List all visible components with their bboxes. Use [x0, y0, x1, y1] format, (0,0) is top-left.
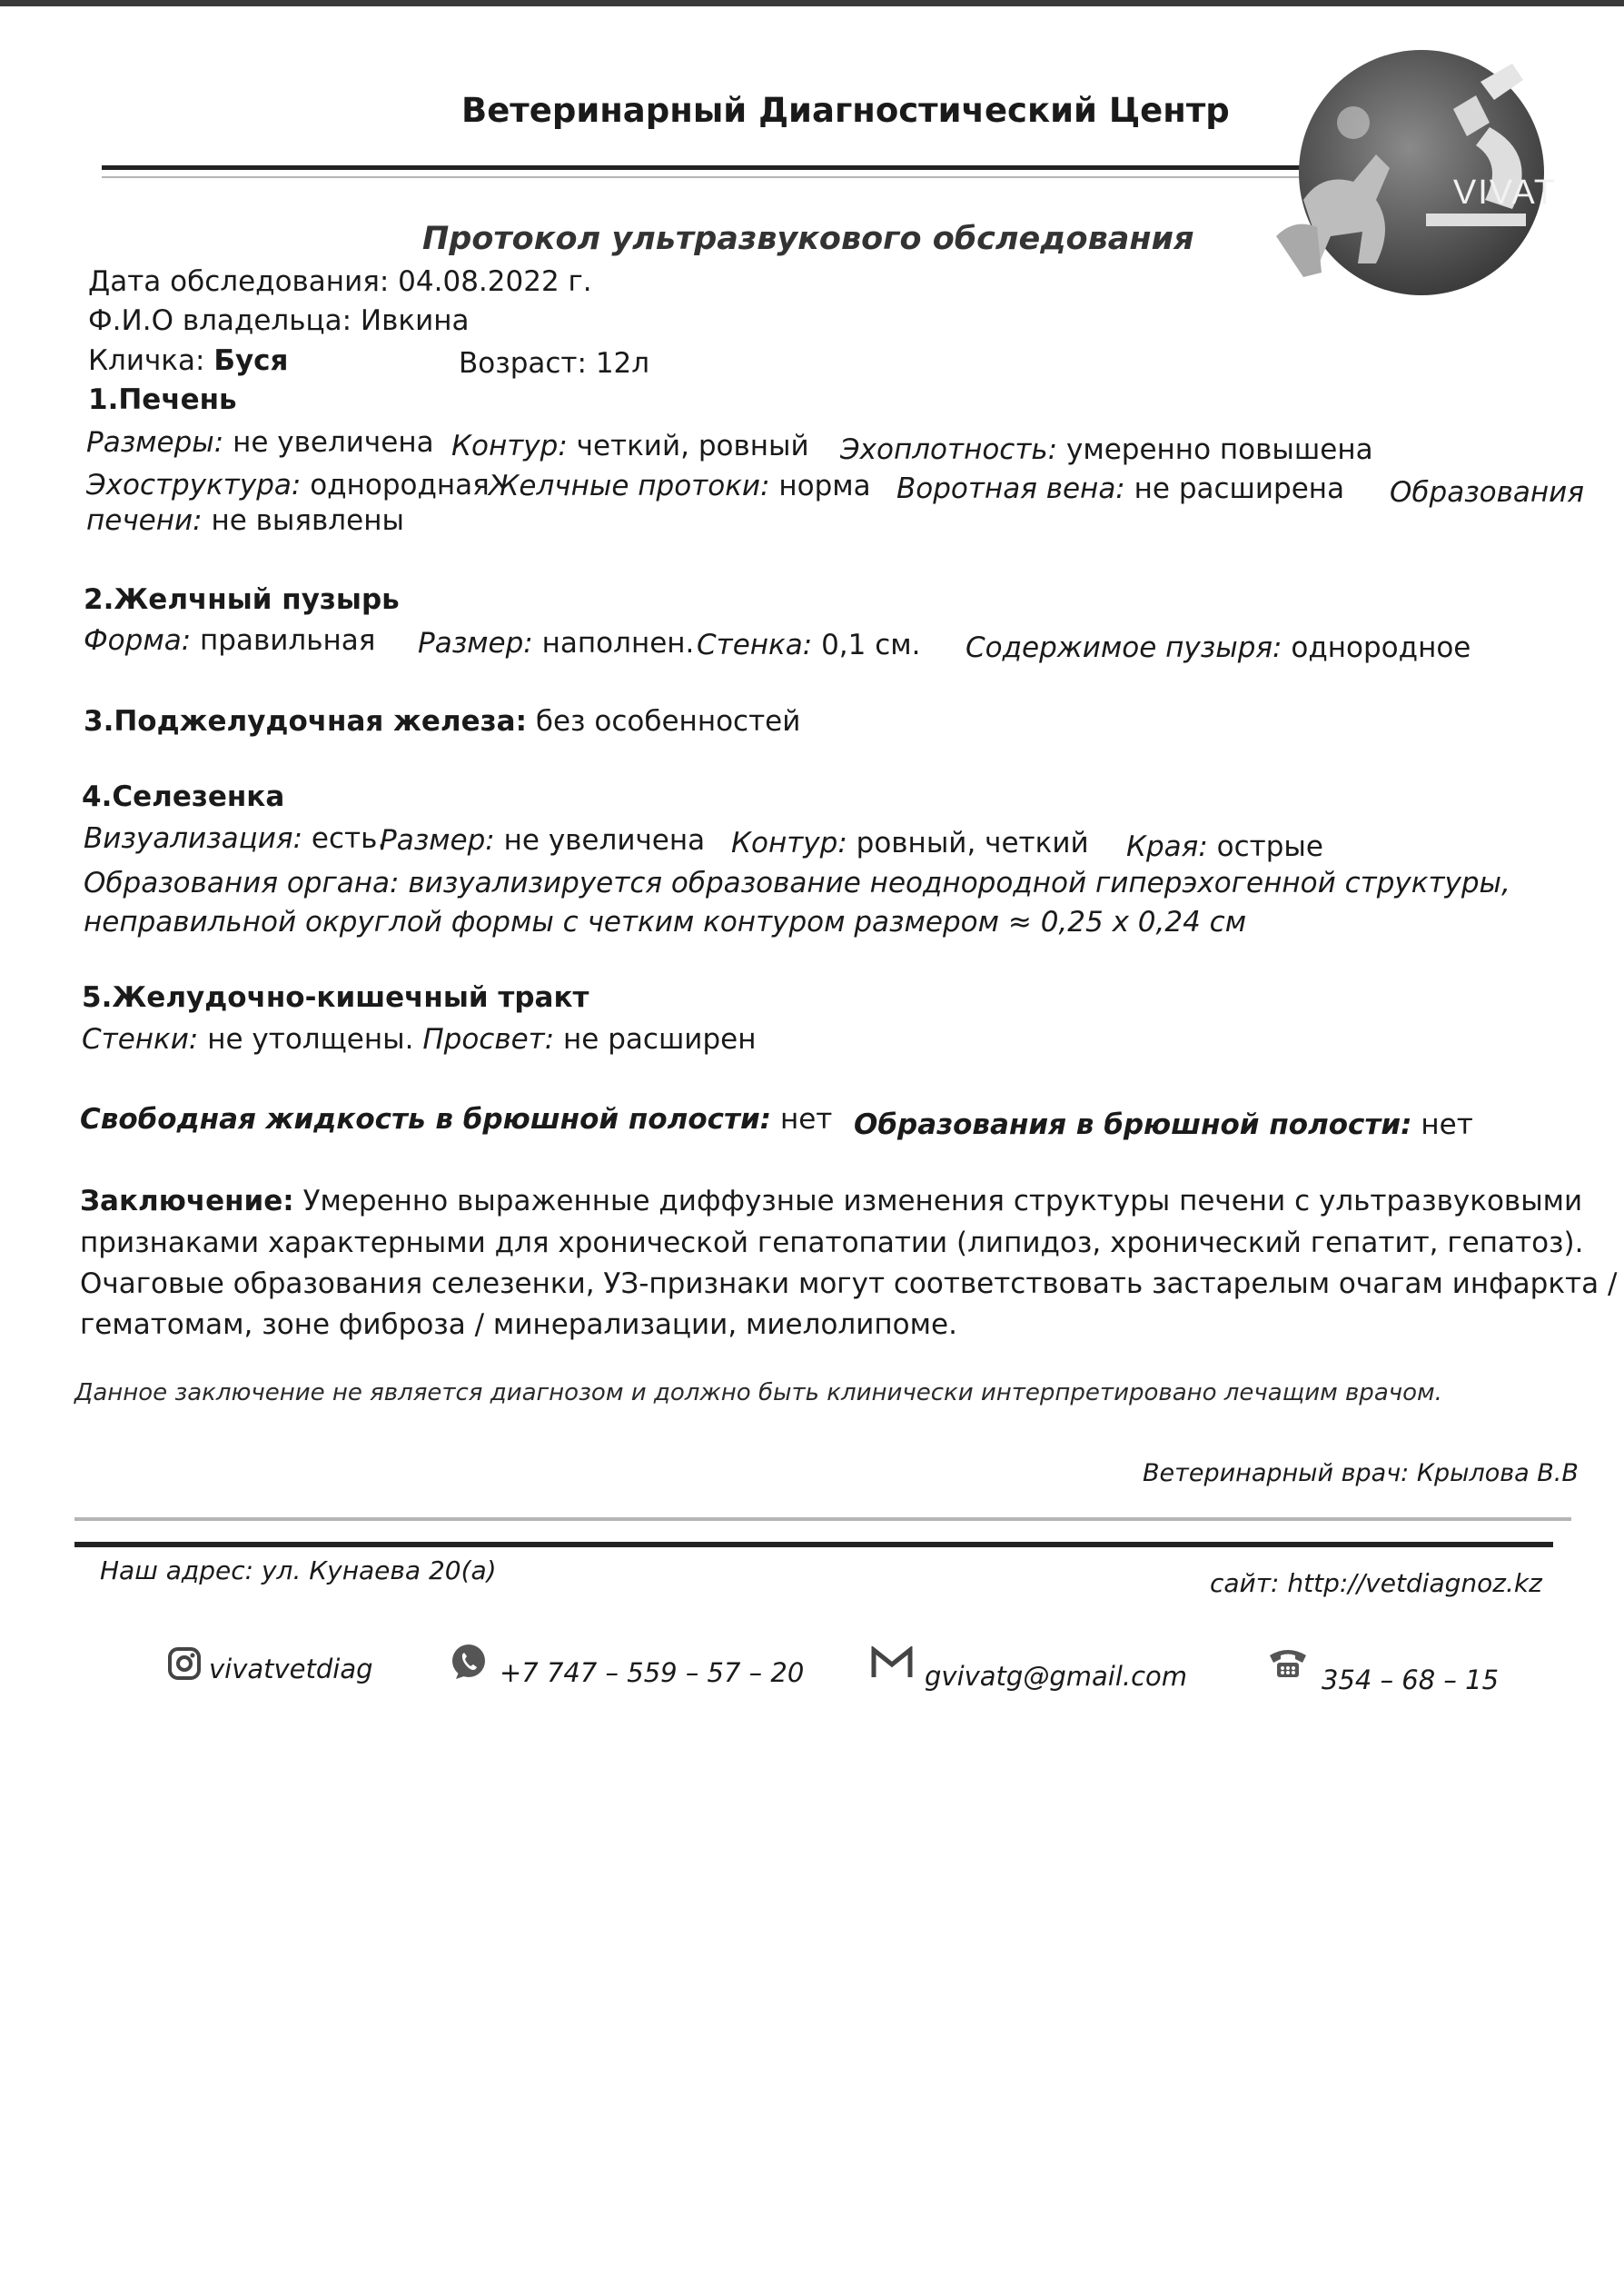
pet-name: Кличка: Буся: [88, 344, 289, 377]
whatsapp-number[interactable]: +7 747 – 559 – 57 – 20: [500, 1657, 805, 1688]
scan-top-edge: [0, 0, 1624, 6]
liver-contour: Контур: четкий, ровный: [451, 430, 809, 462]
spleen-size: Размер: не увеличена: [380, 824, 706, 857]
pancreas: 3.Поджелудочная железа: без особенностей: [84, 705, 801, 738]
spleen-contour: Контур: ровный, четкий: [731, 827, 1089, 859]
liver-bile-ducts: Желчные протоки: норма: [489, 470, 871, 502]
liver-size: Размеры: не увеличена: [86, 426, 434, 459]
vivat-logo: [1267, 45, 1567, 304]
pet-age: Возраст: 12л: [459, 347, 650, 380]
exam-date: Дата обследования: 04.08.2022 г.: [88, 265, 592, 298]
gallbladder-wall: Стенка: 0,1 см.: [697, 629, 921, 661]
abdominal-formations: Образования в брюшной полости: нет: [854, 1108, 1473, 1141]
protocol-title: Протокол ультразвукового обследования: [422, 221, 1194, 257]
gi-walls-lumen: Стенки: не утолщены. Просвет: не расширен: [82, 1023, 757, 1056]
free-fluid: Свободная жидкость в брюшной полости: нет: [80, 1103, 833, 1136]
email-address[interactable]: gvivatg@gmail.com: [925, 1661, 1188, 1692]
conclusion-line-2: признаками характерными для хронической гепатопатии (липидоз, хронический гепатит, гепатоз).: [80, 1227, 1584, 1259]
gallbladder-title: 2.Желчный пузырь: [84, 583, 400, 616]
liver-echo-structure: Эхоструктура: однородная: [86, 469, 490, 502]
liver-formations-label: Образования: [1390, 476, 1584, 509]
spleen-visualization: Визуализация: есть.: [84, 822, 387, 855]
gi-title: 5.Желудочно-кишечный тракт: [82, 981, 589, 1014]
footer-address: Наш адрес: ул. Кунаева 20(а): [100, 1555, 497, 1585]
conclusion-line-1: Заключение: Умеренно выраженные диффузные изменения структуры печени с ультразвуковыми: [80, 1185, 1583, 1217]
telephone-icon: [1264, 1644, 1312, 1681]
conclusion-line-3: Очаговые образования селезенки, УЗ-признаки могут соответствовать застарелым очагам инфаркта /: [80, 1267, 1618, 1300]
whatsapp-icon: [449, 1643, 489, 1683]
doctor-signature-line: Ветеринарный врач: Крылова В.В: [1143, 1459, 1579, 1487]
gallbladder-size: Размер: наполнен.: [418, 627, 695, 660]
instagram-handle[interactable]: vivatvetdiag: [209, 1654, 373, 1684]
footer-rule: [74, 1542, 1553, 1547]
instagram-icon: [167, 1646, 202, 1681]
owner-name: Ф.И.О владельца: Ивкина: [88, 304, 470, 337]
logo-text: VIVAT: [1452, 174, 1558, 212]
liver-title: 1.Печень: [88, 383, 237, 416]
spleen-edges: Края: острые: [1126, 830, 1323, 863]
header-rule: [102, 165, 1310, 170]
center-name: Ветеринарный Диагностический Центр: [461, 91, 1230, 130]
header-rule-light: [102, 176, 1310, 178]
footer-site[interactable]: сайт: http://vetdiagnoz.kz: [1210, 1568, 1542, 1598]
spleen-formations-line-1: Образования органа: визуализируется образование неоднородной гиперэхогенной структуры,: [84, 867, 1510, 899]
liver-formations: печени: не выявлены: [86, 504, 404, 537]
phone-number[interactable]: 354 – 68 – 15: [1322, 1664, 1500, 1695]
spleen-formations-line-2: неправильной округлой формы с четким контуром размером ≈ 0,25 х 0,24 см: [84, 906, 1247, 939]
gallbladder-shape: Форма: правильная: [84, 624, 376, 657]
gmail-icon: [870, 1646, 914, 1679]
disclaimer: Данное заключение не является диагнозом и должно быть клинически интерпретировано лечащим врачом.: [74, 1379, 1442, 1406]
conclusion-line-4: гематомам, зоне фиброза / минерализации, миелолипоме.: [80, 1308, 957, 1341]
liver-portal-vein: Воротная вена: не расширена: [896, 472, 1345, 505]
gallbladder-content: Содержимое пузыря: однородное: [965, 631, 1471, 664]
spleen-title: 4.Селезенка: [82, 780, 285, 813]
footer-rule-light: [74, 1517, 1571, 1521]
liver-echo-density: Эхоплотность: умеренно повышена: [840, 433, 1373, 466]
